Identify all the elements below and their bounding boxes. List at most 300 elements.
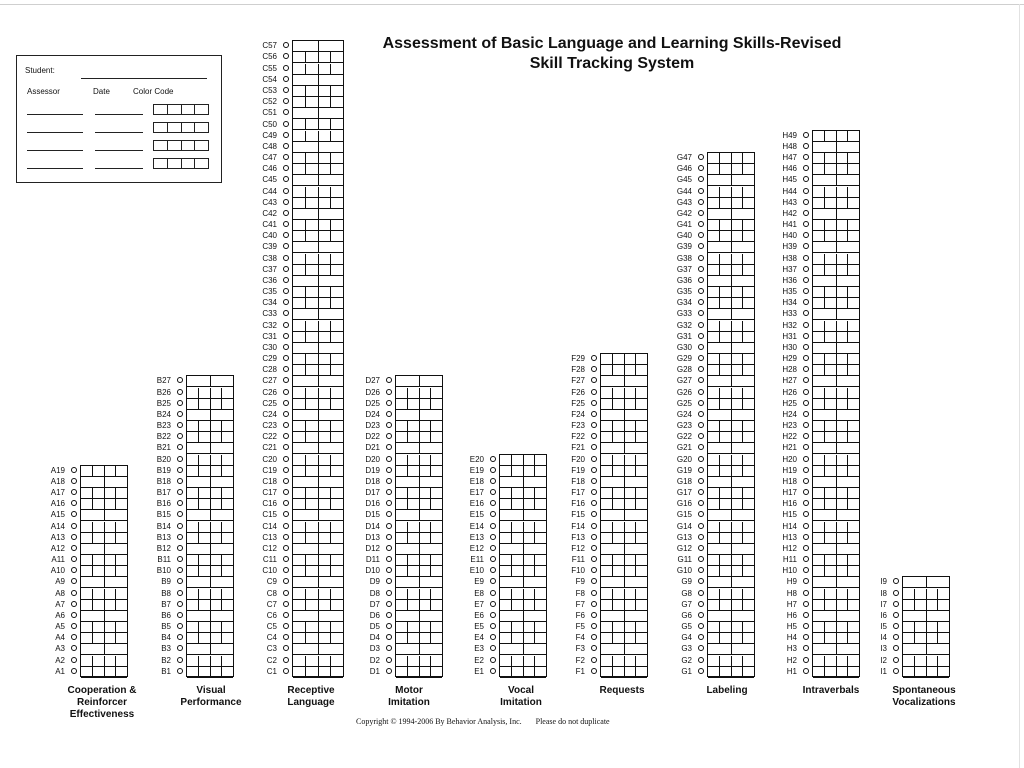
checkbox-circle-icon[interactable] (490, 478, 496, 484)
score-cell-row[interactable] (293, 443, 343, 454)
score-cell-row[interactable] (293, 466, 343, 477)
score-cell-row[interactable] (708, 388, 754, 399)
score-cell-row[interactable] (813, 142, 859, 153)
score-cell-row[interactable] (293, 41, 343, 52)
checkbox-circle-icon[interactable] (591, 511, 597, 517)
score-cell-row[interactable] (813, 175, 859, 186)
checkbox-circle-icon[interactable] (490, 534, 496, 540)
checkbox-circle-icon[interactable] (803, 467, 809, 473)
score-cell-row[interactable] (601, 522, 647, 533)
checkbox-circle-icon[interactable] (490, 590, 496, 596)
checkbox-circle-icon[interactable] (698, 266, 704, 272)
score-cell-row[interactable] (813, 242, 859, 253)
score-cell-row[interactable] (601, 399, 647, 410)
score-cell-row[interactable] (813, 421, 859, 432)
score-cell-row[interactable] (601, 499, 647, 510)
checkbox-circle-icon[interactable] (591, 657, 597, 663)
checkbox-circle-icon[interactable] (490, 500, 496, 506)
checkbox-circle-icon[interactable] (71, 534, 77, 540)
score-cell-row[interactable] (187, 622, 233, 633)
checkbox-circle-icon[interactable] (177, 668, 183, 674)
assessor-line-2[interactable] (27, 132, 83, 133)
checkbox-circle-icon[interactable] (803, 344, 809, 350)
checkbox-circle-icon[interactable] (283, 590, 289, 596)
score-cell-row[interactable] (500, 533, 546, 544)
score-cell-row[interactable] (903, 633, 949, 644)
checkbox-circle-icon[interactable] (591, 556, 597, 562)
score-cell-row[interactable] (601, 566, 647, 577)
score-cell-row[interactable] (813, 522, 859, 533)
checkbox-circle-icon[interactable] (591, 400, 597, 406)
checkbox-circle-icon[interactable] (177, 444, 183, 450)
checkbox-circle-icon[interactable] (177, 456, 183, 462)
score-cell-row[interactable] (293, 510, 343, 521)
checkbox-circle-icon[interactable] (386, 444, 392, 450)
score-cell-row[interactable] (293, 108, 343, 119)
checkbox-circle-icon[interactable] (177, 612, 183, 618)
score-cell-row[interactable] (708, 276, 754, 287)
score-cell-row[interactable] (500, 488, 546, 499)
score-cell-row[interactable] (813, 220, 859, 231)
score-cell-row[interactable] (500, 466, 546, 477)
score-cell-row[interactable] (813, 443, 859, 454)
checkbox-circle-icon[interactable] (283, 500, 289, 506)
checkbox-circle-icon[interactable] (283, 176, 289, 182)
checkbox-circle-icon[interactable] (698, 232, 704, 238)
checkbox-circle-icon[interactable] (698, 277, 704, 283)
score-cell-row[interactable] (708, 242, 754, 253)
score-cell-row[interactable] (708, 298, 754, 309)
score-cell-row[interactable] (187, 466, 233, 477)
score-cell-row[interactable] (813, 622, 859, 633)
checkbox-circle-icon[interactable] (803, 210, 809, 216)
color-code-boxes-4[interactable] (153, 158, 209, 169)
checkbox-circle-icon[interactable] (386, 411, 392, 417)
score-cell-row[interactable] (708, 644, 754, 655)
score-cell-row[interactable] (708, 231, 754, 242)
checkbox-circle-icon[interactable] (386, 634, 392, 640)
checkbox-circle-icon[interactable] (283, 76, 289, 82)
score-cell-row[interactable] (293, 187, 343, 198)
score-cell-row[interactable] (813, 667, 859, 678)
checkbox-circle-icon[interactable] (698, 255, 704, 261)
score-cell-row[interactable] (813, 354, 859, 365)
score-cell-row[interactable] (293, 242, 343, 253)
checkbox-circle-icon[interactable] (591, 567, 597, 573)
checkbox-circle-icon[interactable] (803, 634, 809, 640)
score-cell-row[interactable] (187, 667, 233, 678)
checkbox-circle-icon[interactable] (803, 578, 809, 584)
score-cell-row[interactable] (708, 522, 754, 533)
checkbox-circle-icon[interactable] (283, 578, 289, 584)
checkbox-circle-icon[interactable] (283, 511, 289, 517)
score-cell-row[interactable] (708, 220, 754, 231)
score-cell-row[interactable] (708, 187, 754, 198)
score-cell-row[interactable] (813, 265, 859, 276)
score-cell-row[interactable] (813, 287, 859, 298)
score-cell-row[interactable] (187, 455, 233, 466)
checkbox-circle-icon[interactable] (803, 478, 809, 484)
score-cell-row[interactable] (813, 309, 859, 320)
checkbox-circle-icon[interactable] (71, 556, 77, 562)
score-cell-row[interactable] (396, 432, 442, 443)
score-cell-row[interactable] (708, 577, 754, 588)
score-cell-row[interactable] (708, 611, 754, 622)
checkbox-circle-icon[interactable] (177, 389, 183, 395)
checkbox-circle-icon[interactable] (803, 601, 809, 607)
score-cell-row[interactable] (813, 164, 859, 175)
checkbox-circle-icon[interactable] (591, 634, 597, 640)
checkbox-circle-icon[interactable] (591, 545, 597, 551)
checkbox-circle-icon[interactable] (283, 132, 289, 138)
score-cell-row[interactable] (293, 499, 343, 510)
score-cell-row[interactable] (396, 611, 442, 622)
checkbox-circle-icon[interactable] (591, 534, 597, 540)
checkbox-circle-icon[interactable] (803, 255, 809, 261)
checkbox-circle-icon[interactable] (698, 366, 704, 372)
score-cell-row[interactable] (813, 388, 859, 399)
score-cell-row[interactable] (293, 522, 343, 533)
score-cell-row[interactable] (396, 488, 442, 499)
score-cell-row[interactable] (293, 75, 343, 86)
score-cell-row[interactable] (81, 577, 127, 588)
checkbox-circle-icon[interactable] (71, 657, 77, 663)
checkbox-circle-icon[interactable] (803, 668, 809, 674)
score-cell-row[interactable] (293, 354, 343, 365)
checkbox-circle-icon[interactable] (591, 645, 597, 651)
checkbox-circle-icon[interactable] (283, 65, 289, 71)
score-cell-row[interactable] (601, 600, 647, 611)
checkbox-circle-icon[interactable] (386, 377, 392, 383)
checkbox-circle-icon[interactable] (177, 590, 183, 596)
checkbox-circle-icon[interactable] (591, 377, 597, 383)
checkbox-circle-icon[interactable] (803, 322, 809, 328)
checkbox-circle-icon[interactable] (803, 612, 809, 618)
checkbox-circle-icon[interactable] (803, 143, 809, 149)
score-cell-row[interactable] (708, 566, 754, 577)
score-cell-row[interactable] (500, 577, 546, 588)
checkbox-circle-icon[interactable] (283, 210, 289, 216)
checkbox-circle-icon[interactable] (283, 98, 289, 104)
checkbox-circle-icon[interactable] (283, 489, 289, 495)
checkbox-circle-icon[interactable] (71, 523, 77, 529)
checkbox-circle-icon[interactable] (490, 634, 496, 640)
checkbox-circle-icon[interactable] (386, 668, 392, 674)
score-cell-row[interactable] (81, 477, 127, 488)
score-cell-row[interactable] (601, 555, 647, 566)
checkbox-circle-icon[interactable] (591, 355, 597, 361)
score-cell-row[interactable] (813, 544, 859, 555)
score-cell-row[interactable] (187, 577, 233, 588)
checkbox-circle-icon[interactable] (591, 578, 597, 584)
score-cell-row[interactable] (396, 410, 442, 421)
color-code-boxes-2[interactable] (153, 122, 209, 133)
checkbox-circle-icon[interactable] (283, 221, 289, 227)
checkbox-circle-icon[interactable] (893, 601, 899, 607)
checkbox-circle-icon[interactable] (893, 668, 899, 674)
score-cell-row[interactable] (813, 644, 859, 655)
score-cell-row[interactable] (396, 443, 442, 454)
checkbox-circle-icon[interactable] (803, 422, 809, 428)
score-cell-row[interactable] (601, 644, 647, 655)
score-cell-row[interactable] (293, 309, 343, 320)
checkbox-circle-icon[interactable] (490, 523, 496, 529)
checkbox-circle-icon[interactable] (893, 645, 899, 651)
score-cell-row[interactable] (293, 332, 343, 343)
checkbox-circle-icon[interactable] (177, 601, 183, 607)
score-cell-row[interactable] (500, 600, 546, 611)
checkbox-circle-icon[interactable] (71, 668, 77, 674)
score-cell-row[interactable] (396, 455, 442, 466)
score-cell-row[interactable] (500, 566, 546, 577)
checkbox-circle-icon[interactable] (283, 299, 289, 305)
score-cell-row[interactable] (813, 209, 859, 220)
score-cell-row[interactable] (396, 477, 442, 488)
checkbox-circle-icon[interactable] (386, 467, 392, 473)
checkbox-circle-icon[interactable] (283, 355, 289, 361)
score-cell-row[interactable] (708, 198, 754, 209)
student-name-line[interactable] (81, 78, 207, 79)
score-cell-row[interactable] (293, 254, 343, 265)
checkbox-circle-icon[interactable] (698, 489, 704, 495)
score-cell-row[interactable] (293, 488, 343, 499)
checkbox-circle-icon[interactable] (490, 601, 496, 607)
score-cell-row[interactable] (187, 644, 233, 655)
score-cell-row[interactable] (708, 265, 754, 276)
score-cell-row[interactable] (708, 510, 754, 521)
checkbox-circle-icon[interactable] (283, 277, 289, 283)
score-cell-row[interactable] (396, 644, 442, 655)
date-line-4[interactable] (95, 168, 143, 169)
checkbox-circle-icon[interactable] (71, 489, 77, 495)
checkbox-circle-icon[interactable] (490, 467, 496, 473)
checkbox-circle-icon[interactable] (283, 199, 289, 205)
score-cell-row[interactable] (708, 466, 754, 477)
score-cell-row[interactable] (500, 499, 546, 510)
score-cell-row[interactable] (81, 667, 127, 678)
score-cell-row[interactable] (187, 376, 233, 387)
checkbox-circle-icon[interactable] (386, 534, 392, 540)
checkbox-circle-icon[interactable] (803, 243, 809, 249)
score-cell-row[interactable] (903, 589, 949, 600)
score-cell-row[interactable] (813, 410, 859, 421)
score-cell-row[interactable] (293, 298, 343, 309)
checkbox-circle-icon[interactable] (698, 210, 704, 216)
checkbox-circle-icon[interactable] (283, 634, 289, 640)
score-cell-row[interactable] (708, 432, 754, 443)
score-cell-row[interactable] (708, 153, 754, 164)
score-cell-row[interactable] (813, 298, 859, 309)
score-cell-row[interactable] (708, 365, 754, 376)
score-cell-row[interactable] (187, 410, 233, 421)
score-cell-row[interactable] (187, 499, 233, 510)
checkbox-circle-icon[interactable] (698, 634, 704, 640)
score-cell-row[interactable] (81, 600, 127, 611)
checkbox-circle-icon[interactable] (803, 221, 809, 227)
score-cell-row[interactable] (601, 544, 647, 555)
score-cell-row[interactable] (293, 119, 343, 130)
score-cell-row[interactable] (293, 410, 343, 421)
score-cell-row[interactable] (708, 656, 754, 667)
score-cell-row[interactable] (813, 198, 859, 209)
checkbox-circle-icon[interactable] (803, 389, 809, 395)
score-cell-row[interactable] (293, 577, 343, 588)
score-cell-row[interactable] (601, 443, 647, 454)
score-cell-row[interactable] (293, 175, 343, 186)
score-cell-row[interactable] (813, 477, 859, 488)
checkbox-circle-icon[interactable] (177, 645, 183, 651)
checkbox-circle-icon[interactable] (893, 634, 899, 640)
score-cell-row[interactable] (601, 376, 647, 387)
score-cell-row[interactable] (81, 466, 127, 477)
score-cell-row[interactable] (293, 555, 343, 566)
checkbox-circle-icon[interactable] (177, 511, 183, 517)
checkbox-circle-icon[interactable] (893, 578, 899, 584)
checkbox-circle-icon[interactable] (283, 389, 289, 395)
checkbox-circle-icon[interactable] (591, 623, 597, 629)
score-cell-row[interactable] (601, 633, 647, 644)
checkbox-circle-icon[interactable] (283, 322, 289, 328)
score-cell-row[interactable] (708, 287, 754, 298)
score-cell-row[interactable] (293, 287, 343, 298)
score-cell-row[interactable] (293, 198, 343, 209)
checkbox-circle-icon[interactable] (698, 322, 704, 328)
score-cell-row[interactable] (81, 499, 127, 510)
score-cell-row[interactable] (708, 533, 754, 544)
checkbox-circle-icon[interactable] (591, 467, 597, 473)
checkbox-circle-icon[interactable] (803, 266, 809, 272)
checkbox-circle-icon[interactable] (803, 511, 809, 517)
checkbox-circle-icon[interactable] (698, 333, 704, 339)
checkbox-circle-icon[interactable] (591, 489, 597, 495)
score-cell-row[interactable] (396, 466, 442, 477)
score-cell-row[interactable] (187, 611, 233, 622)
score-cell-row[interactable] (187, 432, 233, 443)
score-cell-row[interactable] (293, 388, 343, 399)
score-cell-row[interactable] (708, 600, 754, 611)
score-cell-row[interactable] (293, 64, 343, 75)
checkbox-circle-icon[interactable] (698, 188, 704, 194)
score-cell-row[interactable] (708, 455, 754, 466)
score-cell-row[interactable] (708, 499, 754, 510)
checkbox-circle-icon[interactable] (283, 534, 289, 540)
score-cell-row[interactable] (293, 644, 343, 655)
score-cell-row[interactable] (708, 209, 754, 220)
checkbox-circle-icon[interactable] (71, 623, 77, 629)
checkbox-circle-icon[interactable] (803, 567, 809, 573)
score-cell-row[interactable] (293, 52, 343, 63)
score-cell-row[interactable] (601, 533, 647, 544)
checkbox-circle-icon[interactable] (591, 668, 597, 674)
score-cell-row[interactable] (187, 388, 233, 399)
checkbox-circle-icon[interactable] (490, 578, 496, 584)
score-cell-row[interactable] (708, 633, 754, 644)
checkbox-circle-icon[interactable] (803, 299, 809, 305)
checkbox-circle-icon[interactable] (803, 556, 809, 562)
checkbox-circle-icon[interactable] (283, 668, 289, 674)
checkbox-circle-icon[interactable] (803, 188, 809, 194)
checkbox-circle-icon[interactable] (283, 42, 289, 48)
score-cell-row[interactable] (81, 522, 127, 533)
checkbox-circle-icon[interactable] (386, 623, 392, 629)
checkbox-circle-icon[interactable] (386, 511, 392, 517)
score-cell-row[interactable] (293, 399, 343, 410)
checkbox-circle-icon[interactable] (386, 478, 392, 484)
checkbox-circle-icon[interactable] (803, 165, 809, 171)
checkbox-circle-icon[interactable] (177, 567, 183, 573)
checkbox-circle-icon[interactable] (698, 411, 704, 417)
checkbox-circle-icon[interactable] (177, 489, 183, 495)
score-cell-row[interactable] (813, 131, 859, 142)
score-cell-row[interactable] (293, 455, 343, 466)
score-cell-row[interactable] (601, 656, 647, 667)
score-cell-row[interactable] (903, 667, 949, 678)
checkbox-circle-icon[interactable] (283, 478, 289, 484)
score-cell-row[interactable] (81, 544, 127, 555)
score-cell-row[interactable] (293, 86, 343, 97)
score-cell-row[interactable] (601, 388, 647, 399)
checkbox-circle-icon[interactable] (591, 389, 597, 395)
score-cell-row[interactable] (293, 544, 343, 555)
score-cell-row[interactable] (293, 164, 343, 175)
score-cell-row[interactable] (903, 600, 949, 611)
score-cell-row[interactable] (708, 175, 754, 186)
checkbox-circle-icon[interactable] (803, 377, 809, 383)
score-cell-row[interactable] (813, 332, 859, 343)
checkbox-circle-icon[interactable] (386, 567, 392, 573)
checkbox-circle-icon[interactable] (698, 422, 704, 428)
score-cell-row[interactable] (396, 510, 442, 521)
checkbox-circle-icon[interactable] (71, 467, 77, 473)
score-cell-row[interactable] (601, 410, 647, 421)
score-cell-row[interactable] (187, 544, 233, 555)
score-cell-row[interactable] (293, 343, 343, 354)
score-cell-row[interactable] (187, 443, 233, 454)
checkbox-circle-icon[interactable] (803, 232, 809, 238)
checkbox-circle-icon[interactable] (591, 366, 597, 372)
score-cell-row[interactable] (187, 510, 233, 521)
score-cell-row[interactable] (813, 656, 859, 667)
checkbox-circle-icon[interactable] (490, 623, 496, 629)
checkbox-circle-icon[interactable] (283, 377, 289, 383)
checkbox-circle-icon[interactable] (283, 567, 289, 573)
score-cell-row[interactable] (187, 600, 233, 611)
checkbox-circle-icon[interactable] (490, 567, 496, 573)
checkbox-circle-icon[interactable] (490, 456, 496, 462)
checkbox-circle-icon[interactable] (283, 53, 289, 59)
checkbox-circle-icon[interactable] (698, 389, 704, 395)
checkbox-circle-icon[interactable] (698, 299, 704, 305)
checkbox-circle-icon[interactable] (803, 154, 809, 160)
score-cell-row[interactable] (708, 589, 754, 600)
checkbox-circle-icon[interactable] (71, 601, 77, 607)
score-cell-row[interactable] (708, 309, 754, 320)
assessor-line-1[interactable] (27, 114, 83, 115)
score-cell-row[interactable] (81, 622, 127, 633)
checkbox-circle-icon[interactable] (698, 578, 704, 584)
score-cell-row[interactable] (708, 332, 754, 343)
score-cell-row[interactable] (396, 555, 442, 566)
score-cell-row[interactable] (500, 555, 546, 566)
checkbox-circle-icon[interactable] (698, 668, 704, 674)
score-cell-row[interactable] (500, 644, 546, 655)
color-code-boxes-3[interactable] (153, 140, 209, 151)
score-cell-row[interactable] (708, 376, 754, 387)
checkbox-circle-icon[interactable] (283, 366, 289, 372)
checkbox-circle-icon[interactable] (71, 590, 77, 596)
score-cell-row[interactable] (601, 466, 647, 477)
score-cell-row[interactable] (81, 566, 127, 577)
